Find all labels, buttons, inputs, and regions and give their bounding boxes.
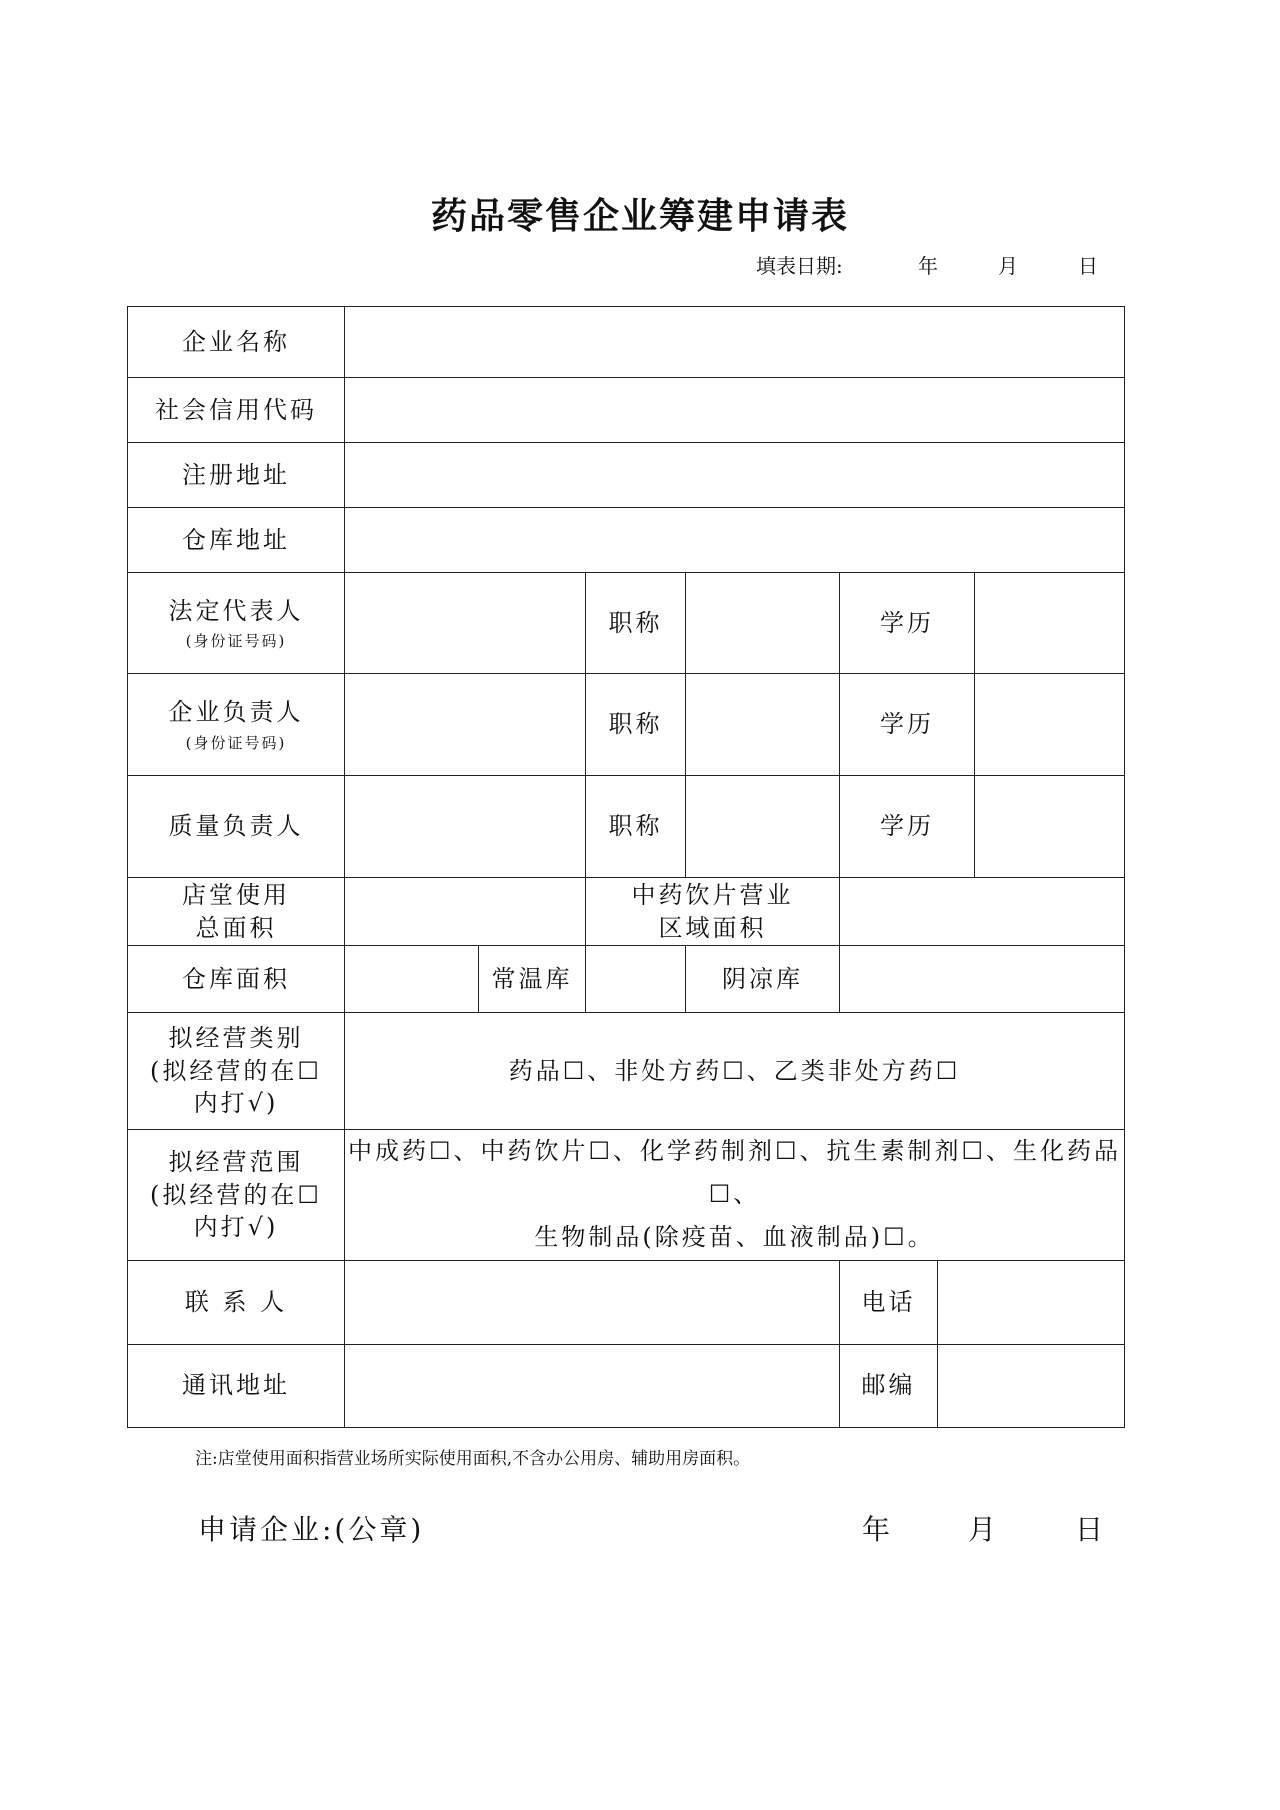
legal-rep-field[interactable] [345,573,586,674]
row-credit-code [128,378,1125,443]
scope-options-line1: 中成药☐、中药饮片☐、化学药制剂☐、抗生素制剂☐、生化药品☐、 [347,1137,1122,1209]
scope-label-line1: 拟经营范围 [168,1148,304,1177]
row-business-scope [128,1130,1125,1261]
row-business-category [128,1013,1125,1130]
apply-date-day: 日 [1075,1513,1104,1546]
credit-code-label: 社会信用代码 [128,378,345,443]
quality-head-title-field[interactable] [686,776,840,878]
legal-rep-education-field[interactable] [975,573,1125,674]
row-company-head [128,674,1125,776]
business-category-label [128,1013,345,1130]
registered-address-field[interactable] [345,443,1125,508]
company-head-id-hint: (身份证号码) [185,733,287,752]
fill-date-label: 填表日期: [756,254,843,278]
scope-label-line3: 内打√) [193,1212,279,1241]
business-scope-options[interactable] [345,1130,1125,1261]
row-company-name [128,307,1125,378]
store-area-label-line1: 店堂使用 [182,881,290,910]
quality-head-education-field[interactable] [975,776,1125,878]
postcode-label: 邮编 [840,1344,938,1427]
company-head-label [128,674,345,776]
mail-address-label: 通讯地址 [128,1344,345,1427]
applicant-seal-label: 申请企业:(公章) [198,1513,425,1546]
company-head-education-field[interactable] [975,674,1125,776]
category-label-line2: (拟经营的在☐ [150,1056,322,1085]
row-store-area [128,878,1125,946]
footnote: 注:店堂使用面积指营业场所实际使用面积,不含办公用房、辅助用房面积。 [195,1449,751,1469]
herbal-area-label-line1: 中药饮片营业 [631,881,794,910]
business-scope-label [128,1130,345,1261]
business-category-options[interactable]: 药品☐、非处方药☐、乙类非处方药☐ [345,1013,1125,1130]
apply-date-year: 年 [862,1513,891,1546]
store-area-field[interactable] [345,878,586,946]
company-head-title-label: 职称 [586,674,686,776]
form-title: 药品零售企业筹建申请表 [430,196,849,237]
company-name-label: 企业名称 [128,307,345,378]
cool-storage-field[interactable] [840,946,1125,1013]
phone-field[interactable] [938,1260,1125,1344]
fill-date-day: 日 [1078,254,1098,278]
fill-date-year: 年 [918,254,938,278]
normal-temp-label: 常温库 [479,946,586,1013]
quality-head-title-label: 职称 [586,776,686,878]
legal-rep-title-label: 职称 [586,573,686,674]
legal-rep-title-field[interactable] [686,573,840,674]
normal-temp-field[interactable] [586,946,686,1013]
quality-head-education-label: 学历 [840,776,975,878]
category-label-line3: 内打√) [193,1089,279,1118]
cool-storage-label: 阴凉库 [686,946,840,1013]
company-head-title: 企业负责人 [168,698,304,727]
warehouse-area-label: 仓库面积 [128,946,345,1013]
application-form-table [127,306,1125,1428]
legal-rep-education-label: 学历 [840,573,975,674]
company-head-education-label: 学历 [840,674,975,776]
quality-head-field[interactable] [345,776,586,878]
warehouse-address-label: 仓库地址 [128,508,345,573]
contact-field[interactable] [345,1260,840,1344]
store-area-label-line2: 总面积 [195,913,277,942]
category-label-line1: 拟经营类别 [168,1024,304,1053]
row-warehouse-area [128,946,1125,1013]
store-area-label [128,878,345,946]
legal-rep-label [128,573,345,674]
herbal-area-field[interactable] [840,878,1125,946]
row-warehouse-address [128,508,1125,573]
row-contact [128,1260,1125,1344]
row-mail-address [128,1344,1125,1427]
company-name-field[interactable] [345,307,1125,378]
legal-rep-title: 法定代表人 [168,596,304,625]
scope-label-line2: (拟经营的在☐ [150,1180,322,1209]
row-registered-address [128,443,1125,508]
credit-code-field[interactable] [345,378,1125,443]
warehouse-address-field[interactable] [345,508,1125,573]
apply-date-month: 月 [968,1513,997,1546]
company-head-title-field[interactable] [686,674,840,776]
quality-head-label: 质量负责人 [128,776,345,878]
herbal-area-label-line2: 区域面积 [658,913,767,942]
company-head-field[interactable] [345,674,586,776]
legal-rep-id-hint: (身份证号码) [185,632,287,651]
row-quality-head [128,776,1125,878]
herbal-area-label [586,878,840,946]
warehouse-area-field[interactable] [345,946,479,1013]
row-legal-rep [128,573,1125,674]
phone-label: 电话 [840,1260,938,1344]
postcode-field[interactable] [938,1344,1125,1427]
contact-label: 联 系 人 [128,1260,345,1344]
registered-address-label: 注册地址 [128,443,345,508]
mail-address-field[interactable] [345,1344,840,1427]
fill-date-month: 月 [998,254,1018,278]
scope-options-line2: 生物制品(除疫苗、血液制品)☐。 [534,1223,935,1252]
